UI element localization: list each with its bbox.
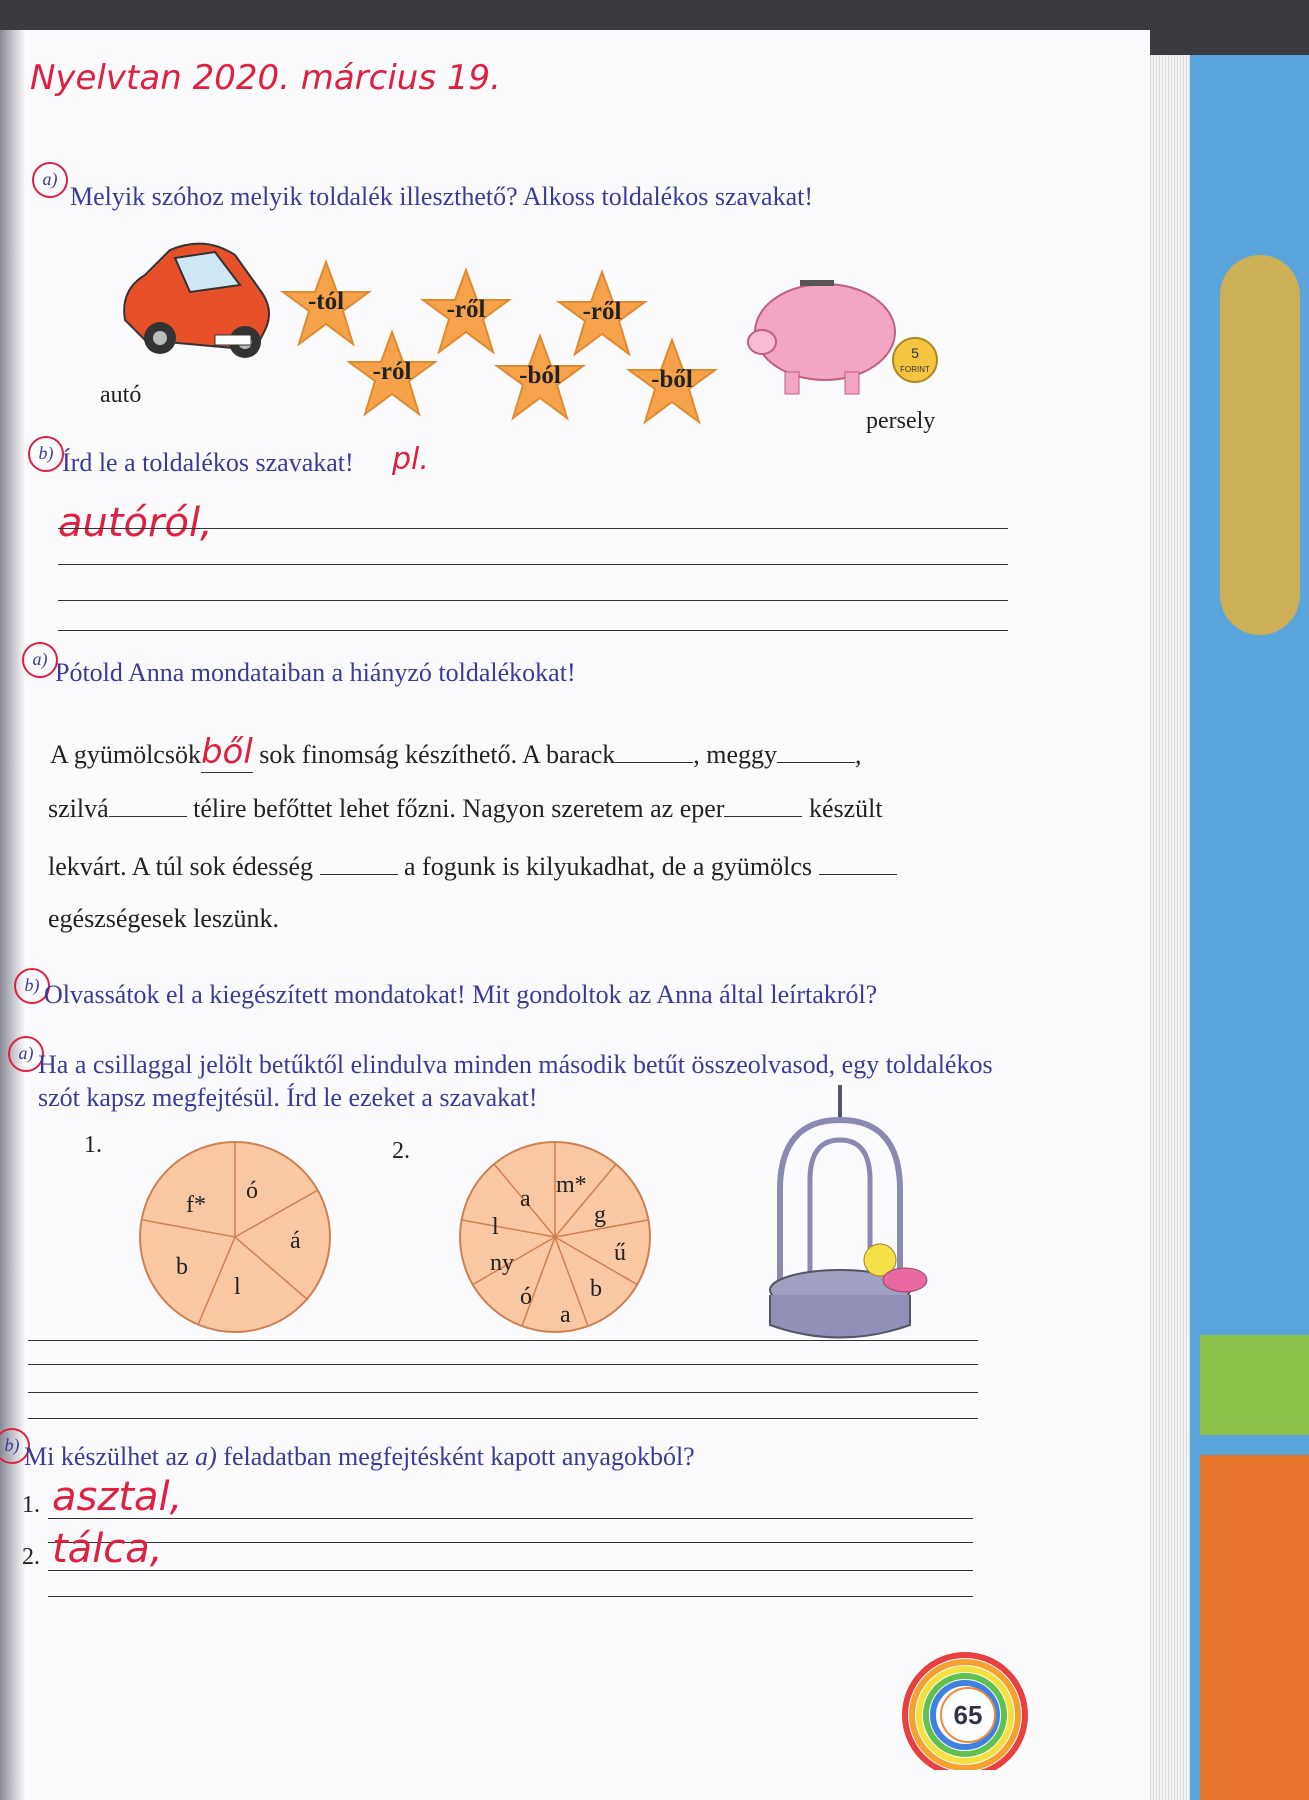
handwritten-answer: autóról,	[58, 500, 213, 546]
wheel-letter: a	[520, 1186, 531, 1212]
wheel-letter: f*	[186, 1192, 206, 1218]
task1b-question: Írd le a toldalékos szavakat!	[62, 448, 354, 477]
writing-line[interactable]	[48, 1570, 973, 1571]
book-right-edge	[1180, 55, 1309, 1800]
suffix-label: -ről	[582, 298, 622, 325]
word-persely: persely	[866, 408, 936, 434]
answer-number: 1.	[22, 1492, 40, 1518]
text: Mi készülhet az	[24, 1442, 196, 1471]
wheel-letter: ny	[490, 1250, 514, 1276]
text: ,	[855, 740, 862, 769]
writing-line[interactable]	[58, 600, 1008, 601]
pie1-number: 1.	[84, 1132, 102, 1158]
page-binding-shadow	[0, 30, 25, 1800]
handwritten-date: Nyelvtan 2020. március 19.	[30, 58, 501, 98]
blank-field[interactable]	[615, 742, 693, 763]
car-illustration	[115, 230, 275, 370]
coin-text: FORINT	[900, 365, 930, 374]
wheel-letter: l	[234, 1274, 241, 1300]
pie2-number: 2.	[392, 1138, 410, 1164]
cover-illustration	[1220, 255, 1300, 635]
letter-wheel-1	[138, 1140, 332, 1334]
writing-line[interactable]	[28, 1418, 978, 1419]
handwritten-fill: ből	[200, 732, 253, 772]
blank-field[interactable]	[320, 854, 398, 875]
letter-wheel-2	[458, 1140, 652, 1334]
task-marker: b)	[28, 436, 64, 472]
wheel-letter: á	[290, 1228, 301, 1254]
task-marker: a)	[22, 642, 58, 678]
writing-line[interactable]	[58, 564, 1008, 565]
suffix-star[interactable]	[494, 332, 586, 424]
task1a-question: Melyik szóhoz melyik toldalék illeszthető? Alkoss toldalékos szavakat!	[70, 182, 813, 211]
writing-line[interactable]	[48, 1518, 973, 1519]
wheel-letter: a	[560, 1302, 571, 1328]
answer-number: 2.	[22, 1544, 40, 1570]
suffix-label: -ből	[651, 366, 693, 393]
task-marker: b)	[14, 968, 50, 1004]
task2a-question: Pótold Anna mondataiban a hiányzó toldalékokat!	[55, 658, 576, 687]
suffix-star[interactable]	[626, 336, 718, 428]
wheel-letter: g	[594, 1202, 606, 1228]
text: télire befőttet lehet főzni. Nagyon szeretem az eper	[193, 794, 725, 823]
suffix-label: -tól	[307, 288, 345, 315]
sentence-line-2	[48, 794, 883, 824]
text: a fogunk is kilyukadhat, de a gyümölcs	[404, 852, 812, 881]
task3b-question	[24, 1442, 695, 1472]
writing-line[interactable]	[58, 528, 1008, 529]
blank-field[interactable]	[777, 742, 855, 763]
blank-field[interactable]	[819, 854, 897, 875]
wheel-letter: ű	[614, 1240, 626, 1266]
sentence-line-4: egészségesek leszünk.	[48, 904, 280, 933]
task2b-question: Olvassátok el a kiegészített mondatokat! Mit gondoltok az Anna által leírtakról?	[44, 980, 878, 1009]
suffix-label: -ről	[446, 296, 486, 323]
writing-line[interactable]	[58, 630, 1008, 631]
text: , meggy	[693, 740, 778, 769]
suffix-label: -ból	[519, 362, 561, 389]
blank-field[interactable]	[109, 796, 187, 817]
birdcage-illustration	[760, 1080, 960, 1350]
suffix-star[interactable]	[346, 328, 438, 420]
wheel-letter: m*	[556, 1172, 587, 1198]
piggy-bank-illustration	[740, 262, 950, 412]
coin-value: 5	[911, 345, 919, 361]
task-marker: a)	[8, 1036, 44, 1072]
suffix-label: -ról	[372, 358, 412, 385]
wheel-letter: ó	[246, 1178, 258, 1204]
task3a-question: Ha a csillaggal jelölt betűktől elindulva minden második betűt összeolvasod, egy toldalékos szót kapsz megfejtésül. Írd le ezeket a szavakat!	[38, 1050, 993, 1112]
task-marker: a)	[32, 162, 68, 198]
writing-line[interactable]	[48, 1596, 973, 1597]
handwritten-answer: asztal,	[52, 1474, 183, 1520]
sentence-line-3	[48, 852, 897, 882]
writing-line[interactable]	[28, 1340, 978, 1341]
text: szilvá	[48, 794, 109, 823]
text: A gyümölcsök	[50, 740, 201, 769]
sentence-line-1	[50, 732, 862, 772]
writing-line[interactable]	[48, 1542, 973, 1543]
text: sok finomság készíthető. A barack	[259, 740, 616, 769]
text: készült	[808, 794, 883, 823]
wheel-letter: b	[590, 1276, 602, 1302]
word-auto: autó	[100, 382, 142, 408]
writing-line[interactable]	[28, 1364, 978, 1365]
wheel-letter: l	[492, 1214, 499, 1240]
text: feladatban megfejtésként kapott anyagokból?	[216, 1442, 695, 1471]
task-marker: b)	[0, 1428, 30, 1464]
cover-orange-block	[1200, 1455, 1309, 1800]
wheel-letter: b	[176, 1254, 188, 1280]
writing-line[interactable]	[28, 1392, 978, 1393]
cover-illustration-green	[1200, 1335, 1309, 1435]
page-number: 65	[940, 1687, 996, 1743]
wheel-letter: ó	[520, 1284, 532, 1310]
handwritten-hint: pl.	[392, 442, 429, 477]
blank-field[interactable]	[724, 796, 802, 817]
text-emphasis: a)	[195, 1442, 217, 1471]
handwritten-answer: tálca,	[52, 1526, 163, 1572]
workbook-page	[0, 30, 1150, 1800]
text: lekvárt. A túl sok édesség	[48, 852, 314, 881]
